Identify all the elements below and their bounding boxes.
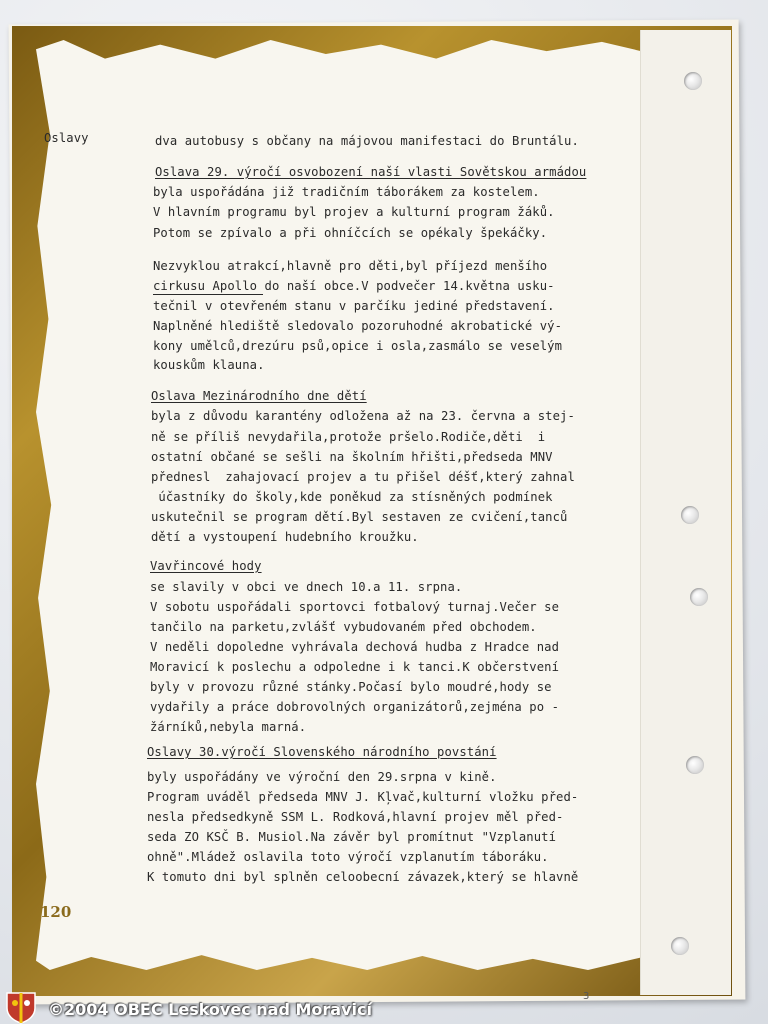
text-line: přednesl zahajovací projev a tu přišel déšť,který zahnal bbox=[151, 470, 575, 484]
section-heading: Oslava Mezinárodního dne dětí bbox=[151, 389, 367, 403]
section-heading: Vavřincové hody bbox=[150, 559, 262, 573]
text-line: K tomuto dni byl splněn celoobecní závazek,který se hlavně bbox=[147, 870, 579, 884]
section-heading: Oslavy 30.výročí Slovenského národního povstání bbox=[147, 745, 497, 759]
text-line: ně se příliš nevydařila,protože pršelo.Rodiče,děti i bbox=[151, 430, 546, 444]
text-line: seda ZO KSČ B. Musiol.Na závěr byl promítnut "Vzplanutí bbox=[147, 830, 557, 844]
text-line: nesla předsedkyně SSM L. Rodková,hlavní projev měl před- bbox=[147, 810, 564, 824]
text-line: uskutečnil se program dětí.Byl sestaven ze cvičení,tanců bbox=[151, 510, 568, 524]
text-line: dva autobusy s občany na májovou manifestaci do Bruntálu. bbox=[155, 134, 579, 148]
text-line: účastníky do školy,kde poněkud za stísněných podmínek bbox=[151, 490, 553, 504]
text-line: V neděli dopoledne vyhrávala dechová hudba z Hradce nad bbox=[150, 640, 560, 654]
page-number: 120 bbox=[40, 903, 72, 921]
text-line: Potom se zpívalo a při ohníčcích se opékaly špekáčky. bbox=[153, 226, 548, 240]
copyright-text: ©2004 OBEC Leskovec nad Moravicí bbox=[48, 1000, 372, 1019]
text-line: V hlavním programu byl projev a kulturní program žáků. bbox=[153, 205, 555, 219]
text-line: ostatní občané se sešli na školním hřišti,předseda MNV bbox=[151, 450, 553, 464]
text-line: cirkusu Apollo do naší obce.V podvečer 14.května usku- bbox=[153, 279, 555, 293]
text-line: byly uspořádány ve výroční den 29.srpna v kině. bbox=[147, 770, 497, 784]
text-line: Nezvyklou atrakcí,hlavně pro děti,byl příjezd menšího bbox=[153, 259, 548, 273]
text-line: kouskům klauna. bbox=[153, 358, 265, 372]
punch-hole-icon bbox=[681, 506, 699, 524]
text-line: žárníků,nebyla marná. bbox=[150, 720, 307, 734]
text-line: kony umělců,drezúru psů,opice i osla,zasmálo se veselým bbox=[153, 339, 563, 353]
municipal-crest-icon bbox=[4, 990, 38, 1024]
watermark-footer bbox=[0, 990, 768, 1024]
text-line: dětí a vystoupení hudebního kroužku. bbox=[151, 530, 419, 544]
partial-underline bbox=[153, 294, 263, 295]
section-heading: Oslava 29. výročí osvobození naší vlasti Sovětskou armádou bbox=[155, 165, 587, 179]
punch-hole-icon bbox=[686, 756, 704, 774]
margin-label: Oslavy bbox=[44, 131, 89, 145]
punch-hole-icon bbox=[690, 588, 708, 606]
text-line: Program uváděl předseda MNV J. Kļvač,kulturní vložku před- bbox=[147, 790, 579, 804]
page-mark: 3 bbox=[583, 991, 590, 1002]
text-line: Moravicí k poslechu a odpoledne i k tanci.K občerstvení bbox=[150, 660, 560, 674]
text-line: ohně".Mládež oslavila toto výročí vzplanutím táboráku. bbox=[147, 850, 549, 864]
text-line: byly v provozu různé stánky.Počasí bylo moudré,hody se bbox=[150, 680, 552, 694]
text-line: tančilo na parketu,zvlášť vybudovaném před obchodem. bbox=[150, 620, 537, 634]
text-line: Naplněné hlediště sledovalo pozoruhodné akrobatické vý- bbox=[153, 319, 563, 333]
text-line: V sobotu uspořádali sportovci fotbalový turnaj.Večer se bbox=[150, 600, 560, 614]
punch-hole-icon bbox=[671, 937, 689, 955]
text-line: byla z důvodu karantény odložena až na 23. června a stej- bbox=[151, 409, 575, 423]
text-line: tečnil v otevřeném stanu v parčíku jediné představení. bbox=[153, 299, 555, 313]
text-line: se slavily v obci ve dnech 10.a 11. srpna. bbox=[150, 580, 463, 594]
text-line: vydařily a práce dobrovolných organizátorů,zejména po - bbox=[150, 700, 560, 714]
text-line: byla uspořádána již tradičním táborákem za kostelem. bbox=[153, 185, 540, 199]
punch-hole-icon bbox=[684, 72, 702, 90]
